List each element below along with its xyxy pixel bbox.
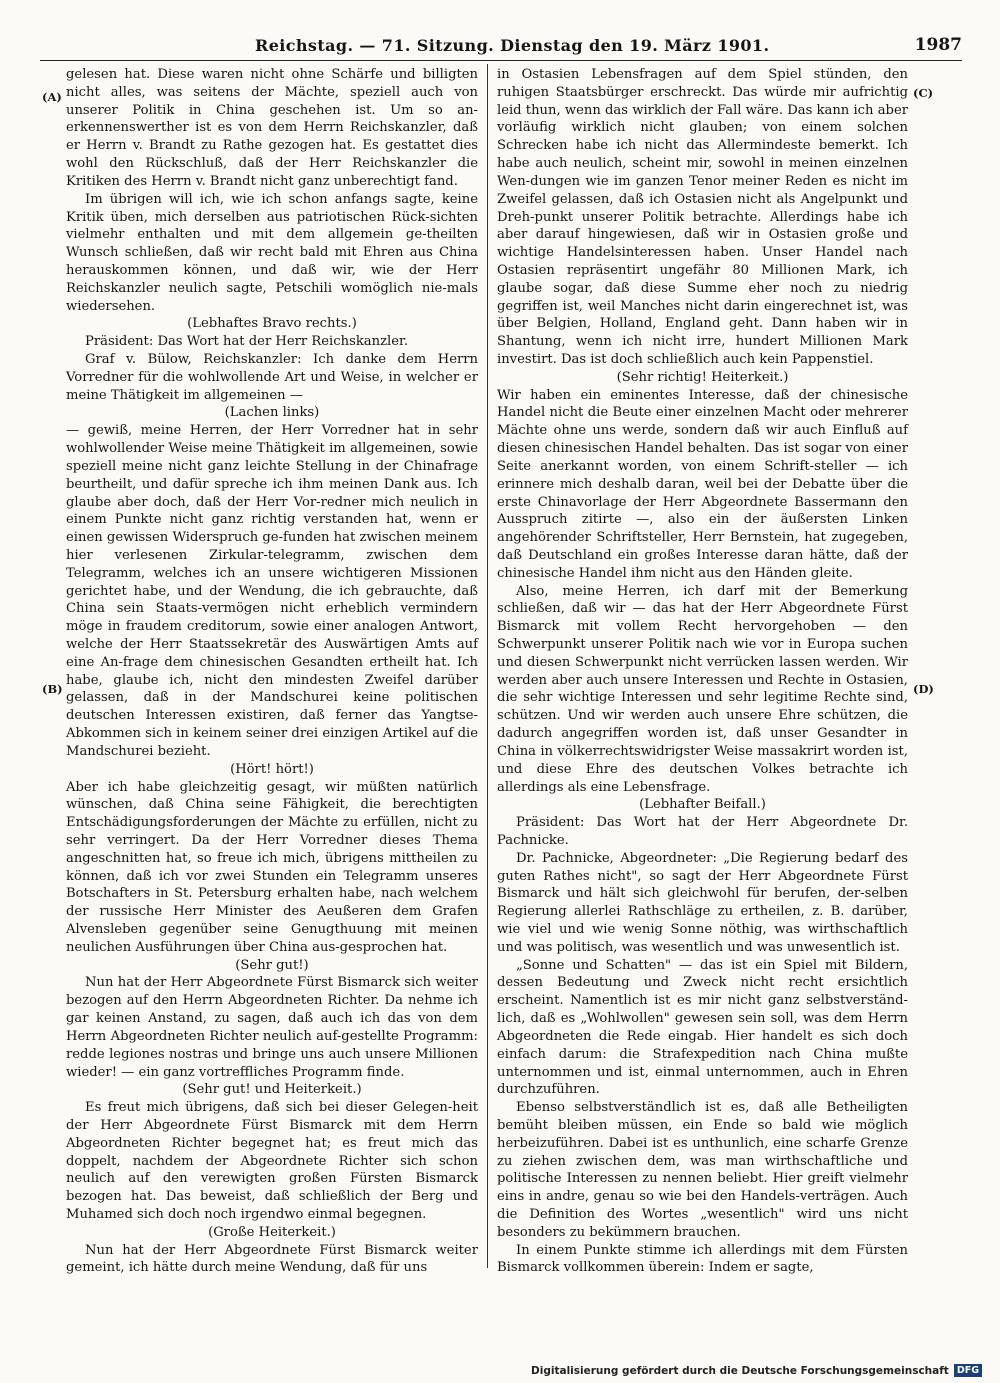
interjection: (Sehr gut!): [235, 957, 309, 973]
margin-marker-a: (A): [42, 90, 62, 104]
interjection: (Sehr richtig! Heiterkeit.): [616, 369, 789, 385]
paragraph: gelesen hat. Diese waren nicht ohne Schärfe und billigten nicht alles, was seitens der Mächte, speziell auch von unserer Politik in China geschehen ist. Um so an-erkennenswerther ist es von dem Herrn Reichskanzler, daß er Herrn v. Brandt zu Rathe gezogen hat. Es gestattet dies wohl den Rückschluß, daß der Herr Reichskanzler die Kritiken des Herrn v. Brandt nicht ganz unberechtigt fand.: [66, 67, 478, 189]
footer-credit: Digitalisierung gefördert durch die Deutsche Forschungsgemeinschaft: [531, 1364, 949, 1377]
interjection: (Lebhafter Beifall.): [639, 797, 766, 813]
paragraph: Wir haben ein eminentes Interesse, daß der chinesische Handel nicht die Beute einer einzelnen Macht oder mehrerer Mächte ohne uns werde, sondern daß wir auch Einfluß auf diesen chinesischen Handel behalten. Das ist sogar von einer Seite anerkannt worden, von einem Schrift-steller — ich erinnere mich deshalb daran, weil bei der Debatte über die erste Chinavorlage der Herr Abgeordnete Bassermann den Ausspruch zitirte —, also ein der äußersten Linken angehörender Schriftsteller, Herr Bernstein, hat zugegeben, daß Deutschland ein großes Interesse daran hätte, daß der chinesische Handel ihm nicht aus den Händen gleite.: [497, 387, 908, 581]
paragraph: Es freut mich übrigens, daß sich bei dieser Gelegen-heit der Herr Abgeordnete Fürst Bismarck mit dem Herrn Abgeordneten Richter begegnet hat; es freut mich das doppelt, nachdem der Abgeordnete Richter sich schon neulich auf den verewigten großen Fürsten Bismarck bezogen hat. Das beweist, daß schließlich der Berg und Muhamed sich doch noch irgendwo einmal begegnen.: [66, 1100, 478, 1222]
column-divider: [487, 64, 488, 1268]
paragraph: Graf v. Bülow, Reichskanzler: Ich danke dem Herrn Vorredner für die wohlwollende Art und Weise, in welcher er meine Thätigkeit im allgemeinen —: [66, 352, 478, 403]
interjection: (Große Heiterkeit.): [208, 1224, 336, 1240]
paragraph: Dr. Pachnicke, Abgeordneter: „Die Regierung bedarf des guten Rathes nicht", so sagt der Herr Abgeordnete Fürst Bismarck und hält sich gleichwohl für berufen, der-selben Regierung allerlei Rathschläge zu ertheilen, z. B. darüber, wie viel und wie wenig Sonne nöthig, was wirthschaftlich und was politisch, was wesentlich und was unwesentlich ist.: [497, 850, 908, 955]
margin-marker-d: (D): [913, 682, 934, 696]
paragraph: Ebenso selbstverständlich ist es, daß alle Betheiligten bemüht bleiben müssen, ein Ende so bald wie möglich herbeizuführen. Dabei ist es unthunlich, eine scharfe Grenze zu ziehen zwischen dem, was man wirthschaftliche und politische Interessen zu nennen beliebt. Hier greift vielmehr eins in andre, genau so wie bei den Handels-verträgen. Auch die Definition des Wortes „wesentlich" wird uns nicht besonders zu bekümmern brauchen.: [497, 1100, 908, 1240]
interjection: (Hört! hört!): [230, 761, 314, 777]
interjection: (Lebhaftes Bravo rechts.): [187, 316, 357, 332]
paragraph: — gewiß, meine Herren, der Herr Vorredner hat in sehr wohlwollender Weise meine Thätigkeit im allgemeinen, sowie speziell meine nicht ganz leichte Stellung in der Chinafrage beurtheilt, und dafür spreche ich ihm meinen Dank aus. Ich glaube aber doch, daß der Herr Vor-redner mich neulich in einem Punkte nicht ganz richtig verstanden hat, wenn er einen gewissen Widerspruch ge-funden hat zwischen meinem hier verlesenen Zirkular-telegramm, zwischen dem Telegramm, welches ich an unsere wichtigeren Missionen gerichtet habe, und der Wendung, die ich gebrauchte, daß China sein Staats-vermögen nicht erheblich vermindern möge in fraudem creditorum, sowie einer analogen Antwort, welche der Herr Staatssekretär des Auswärtigen Amts auf eine An-frage dem chinesischen Gesandten ertheilt hat. Ich habe, glaube ich, nicht den mindesten Zweifel darüber gelassen, daß in der Mandschurei keine politischen deutschen Interessen existiren, daß ferner das Yangtse-Abkommen sich in keinem seiner drei einzigen Artikel auf die Mandschurei bezieht.: [66, 423, 478, 759]
interjection: (Lachen links): [224, 405, 320, 421]
interjection: (Sehr gut! und Heiterkeit.): [182, 1082, 362, 1098]
page-footer: [531, 1364, 982, 1377]
paragraph: Präsident: Das Wort hat der Herr Abgeordnete Dr. Pachnicke.: [497, 815, 908, 848]
paragraph: in Ostasien Lebensfragen auf dem Spiel stünden, den ruhigen Staatsbürger erschreckt. Das würde mir aufrichtig leid thun, wenn das wirklich der Fall wäre. Das kann ich aber vorläufig wirklich nicht glauben; von einem solchen Schrecken habe ich nicht das Allermindeste bemerkt. Ich habe auch neulich, scheint mir, sowohl in meinen einzelnen Wen-dungen wie im ganzen Tenor meiner Reden es nicht im Zweifel gelassen, daß ich Ostasien nicht als Angelpunkt und Dreh-punkt unserer Politik betrachte. Allerdings habe ich aber darauf hingewiesen, daß wir in Ostasien große und wichtige Handelsinteressen haben. Unser Handel nach Ostasien repräsentirt ungefähr 80 Millionen Mark, ich glaube sogar, daß diese Summe eher noch zu niedrig gegriffen ist, weil Manches nicht darin eingerechnet ist, was über Belgien, Holland, England geht. Dann haben wir in Shantung, wenn ich nicht irre, hundert Millionen Mark investirt. Das ist doch schließlich auch kein Pappenstiel.: [497, 67, 908, 367]
margin-marker-b: (B): [42, 682, 63, 696]
paragraph: Nun hat der Herr Abgeordnete Fürst Bismarck weiter gemeint, ich hätte durch meine Wendung, daß für uns: [66, 1242, 478, 1276]
paragraph: Im übrigen will ich, wie ich schon anfangs sagte, keine Kritik üben, mich derselben aus patriotischen Rück-sichten vielmehr enthalten und mit dem allgemein ge-theilten Wunsch schließen, daß wir recht bald mit Ehren aus China herauskommen können, und daß wir, wie der Herr Reichskanzler neulich sagte, Petschili womöglich nie-mals wiedersehen.: [66, 191, 478, 314]
left-column: [66, 66, 478, 1277]
paragraph: Aber ich habe gleichzeitig gesagt, wir müßten natürlich wünschen, daß China seine Fähigkeit, die berechtigten Entschädigungsforderungen der Mächte zu erfüllen, nicht zu sehr verringert. Da der Herr Vorredner dieses Thema angeschnitten hat, so freue ich mich, übrigens mittheilen zu können, daß ich vor zwei Stunden ein Telegramm unseres Botschafters in St. Petersburg erhalten habe, nach welchem der russische Herr Minister des Aeußeren dem Grafen Alvensleben gegenüber seine Genugthuung mit meinen neulichen Ausführungen über China aus-gesprochen hat.: [66, 779, 478, 955]
page-number: 1987: [914, 35, 962, 55]
paragraph: Präsident: Das Wort hat der Herr Reichskanzler.: [85, 334, 408, 350]
page-header: [40, 32, 962, 62]
margin-marker-c: (C): [913, 86, 934, 100]
right-column: [497, 66, 908, 1277]
paragraph: „Sonne und Schatten" — das ist ein Spiel mit Bildern, dessen Bedeutung und Zweck nicht recht ersichtlich erscheint. Namentlich ist es mir nicht ganz selbstverständ-lich, daß es „Wohlwollen" gewesen sein soll, was dem Herrn Abgeordneten die Rede eingab. Hier handelt es sich doch einfach darum: die Strafexpedition nach China mußte unternommen und ist, einmal unternommen, auch in Ehren durchzuführen.: [497, 957, 908, 1098]
dfg-logo: DFG: [954, 1364, 982, 1377]
paragraph: Also, meine Herren, ich darf mit der Bemerkung schließen, daß wir — das hat der Herr Abgeordnete Fürst Bismarck mit vollem Recht hervorgehoben — den Schwerpunkt unserer Politik nach wie vor in Europa suchen und diesen Schwerpunkt nicht verrücken lassen werden. Wir werden aber auch unsere Interessen und Rechte in Ostasien, die sehr wichtige Interessen und sehr legitime Rechte sind, schützen. Und wir werden auch unsere Ehre schützen, die dadurch angegriffen worden ist, daß unser Gesandter in China in völkerrechtswidrigster Weise massakrirt worden ist, und diese Ehre des deutschen Volkes betrachte ich allerdings als eine Lebensfrage.: [497, 583, 908, 795]
running-title: Reichstag. — 71. Sitzung. Dienstag den 19. März 1901.: [255, 36, 770, 55]
paragraph: In einem Punkte stimme ich allerdings mit dem Fürsten Bismarck vollkommen überein: Indem er sagte,: [497, 1242, 908, 1276]
header-rule: [40, 60, 962, 61]
paragraph: Nun hat der Herr Abgeordnete Fürst Bismarck sich weiter bezogen auf den Herrn Abgeordneten Richter. Da nehme ich gar keinen Anstand, zu sagen, daß auch ich das von dem Herrn Abgeordneten Richter neulich auf-gestellte Programm: redde legiones nostras und bringe uns auch unsere Millionen wieder! — ein ganz vortreffliches Programm finde.: [66, 975, 478, 1080]
